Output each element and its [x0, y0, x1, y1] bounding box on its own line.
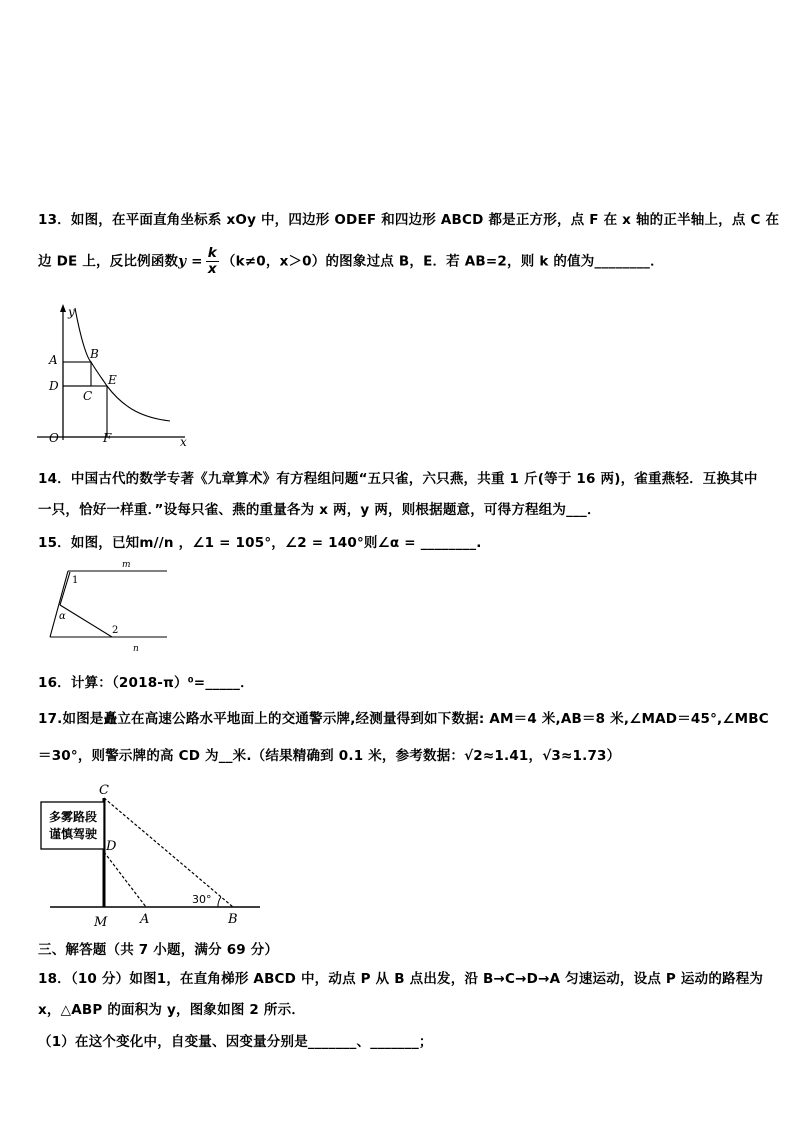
q17-label-d: D [106, 839, 117, 854]
q13-y-arrow [60, 304, 66, 312]
q13-label-a: A [49, 353, 58, 367]
q15-label-1: 1 [72, 575, 79, 586]
q15-label-m: m [122, 560, 131, 570]
q18-line1: 18．（10 分）如图1，在直角梯形 ABCD 中，动点 P 从 B 点出发，沿 B→C→D→A 匀速运动，设点 P 运动的路程为 [38, 971, 764, 987]
q13-label-b: B [90, 347, 99, 361]
q17-line-da [104, 852, 146, 907]
q13-line1: 13．如图，在平面直角坐标系 xOy 中，四边形 ODEF 和四边形 ABCD 都是正方形，点 F 在 x 轴的正半轴上，点 C 在 [38, 212, 780, 228]
q17-line2: ＝30°，则警示牌的高 CD 为__米.（结果精确到 0.1 米，参考数据：√2≈1.41，√3≈1.73） [38, 748, 621, 764]
q17-label-angle: 30° [192, 893, 212, 906]
q17-label-b: B [228, 912, 238, 927]
q15-segment-1 [60, 572, 70, 605]
q15-line1: 15．如图，已知m//n ，∠1 = 105°，∠2 = 140°则∠α = ________. [38, 535, 482, 551]
q13-label-o: O [49, 431, 59, 445]
q18-line2: x，△ABP 的面积为 y，图象如图 2 所示． [38, 1002, 306, 1018]
q15-label-alpha: α [59, 611, 66, 622]
q13-line2 [38, 246, 664, 277]
q17-label-m: M [94, 915, 108, 930]
q17-sign-line2: 谨慎驾驶 [48, 827, 98, 841]
q15-figure [40, 555, 175, 655]
q13-label-d: D [49, 379, 59, 393]
q17-figure [38, 780, 268, 932]
q13-label-c: C [83, 389, 93, 403]
q14-line2: 一只，恰好一样重．”设每只雀、燕的重量各为 x 两，y 两，则根据题意，可得方程组为___． [38, 502, 601, 518]
q13-frac-num: k [207, 245, 217, 261]
q17-angle-arc [218, 897, 221, 907]
q15-transversal [50, 571, 68, 637]
q13-figure [35, 300, 205, 452]
q17-line-cb [104, 798, 233, 907]
q14-line1: 14．中国古代的数学专著《九章算术》有方程组问题“五只雀，六只燕，共重 1 斤(等于 16 两)，雀重燕轻．互换其中 [38, 471, 758, 487]
q13-label-f: F [103, 431, 112, 445]
q13-label-e: E [108, 373, 117, 387]
q13-line2-pre: 边 DE 上，反比例函数 [38, 253, 179, 270]
q15-segment-2 [60, 605, 112, 637]
q13-frac-den: x [207, 261, 217, 277]
q17-sign-line1: 多雾路段 [48, 810, 98, 824]
q17-label-c: C [99, 783, 109, 798]
q13-fraction [206, 246, 219, 277]
q13-label-y: y [68, 305, 75, 319]
section3-title: 三、解答题（共 7 小题，满分 69 分） [38, 942, 279, 958]
q13-hyperbola [75, 308, 170, 421]
q15-label-2: 2 [112, 625, 119, 636]
q13-eq-y: y = [178, 253, 203, 270]
q13-square-abcd [63, 362, 91, 386]
q16-line1: 16．计算：（2018-π）⁰=_____． [38, 675, 254, 691]
q18-line3: （1）在这个变化中，自变量、因变量分别是_______、_______； [38, 1034, 433, 1050]
q15-label-n: n [133, 644, 139, 654]
q17-label-a: A [140, 912, 150, 927]
q17-line1: 17.如图是矗立在高速公路水平地面上的交通警示牌,经测量得到如下数据: AM＝4 米,AB＝8 米,∠MAD＝45°,∠MBC [38, 711, 769, 727]
q13-label-x: x [180, 435, 187, 449]
q13-line2-post: （k≠0，x＞0）的图象过点 B，E．若 AB=2，则 k 的值为________． [221, 253, 664, 270]
